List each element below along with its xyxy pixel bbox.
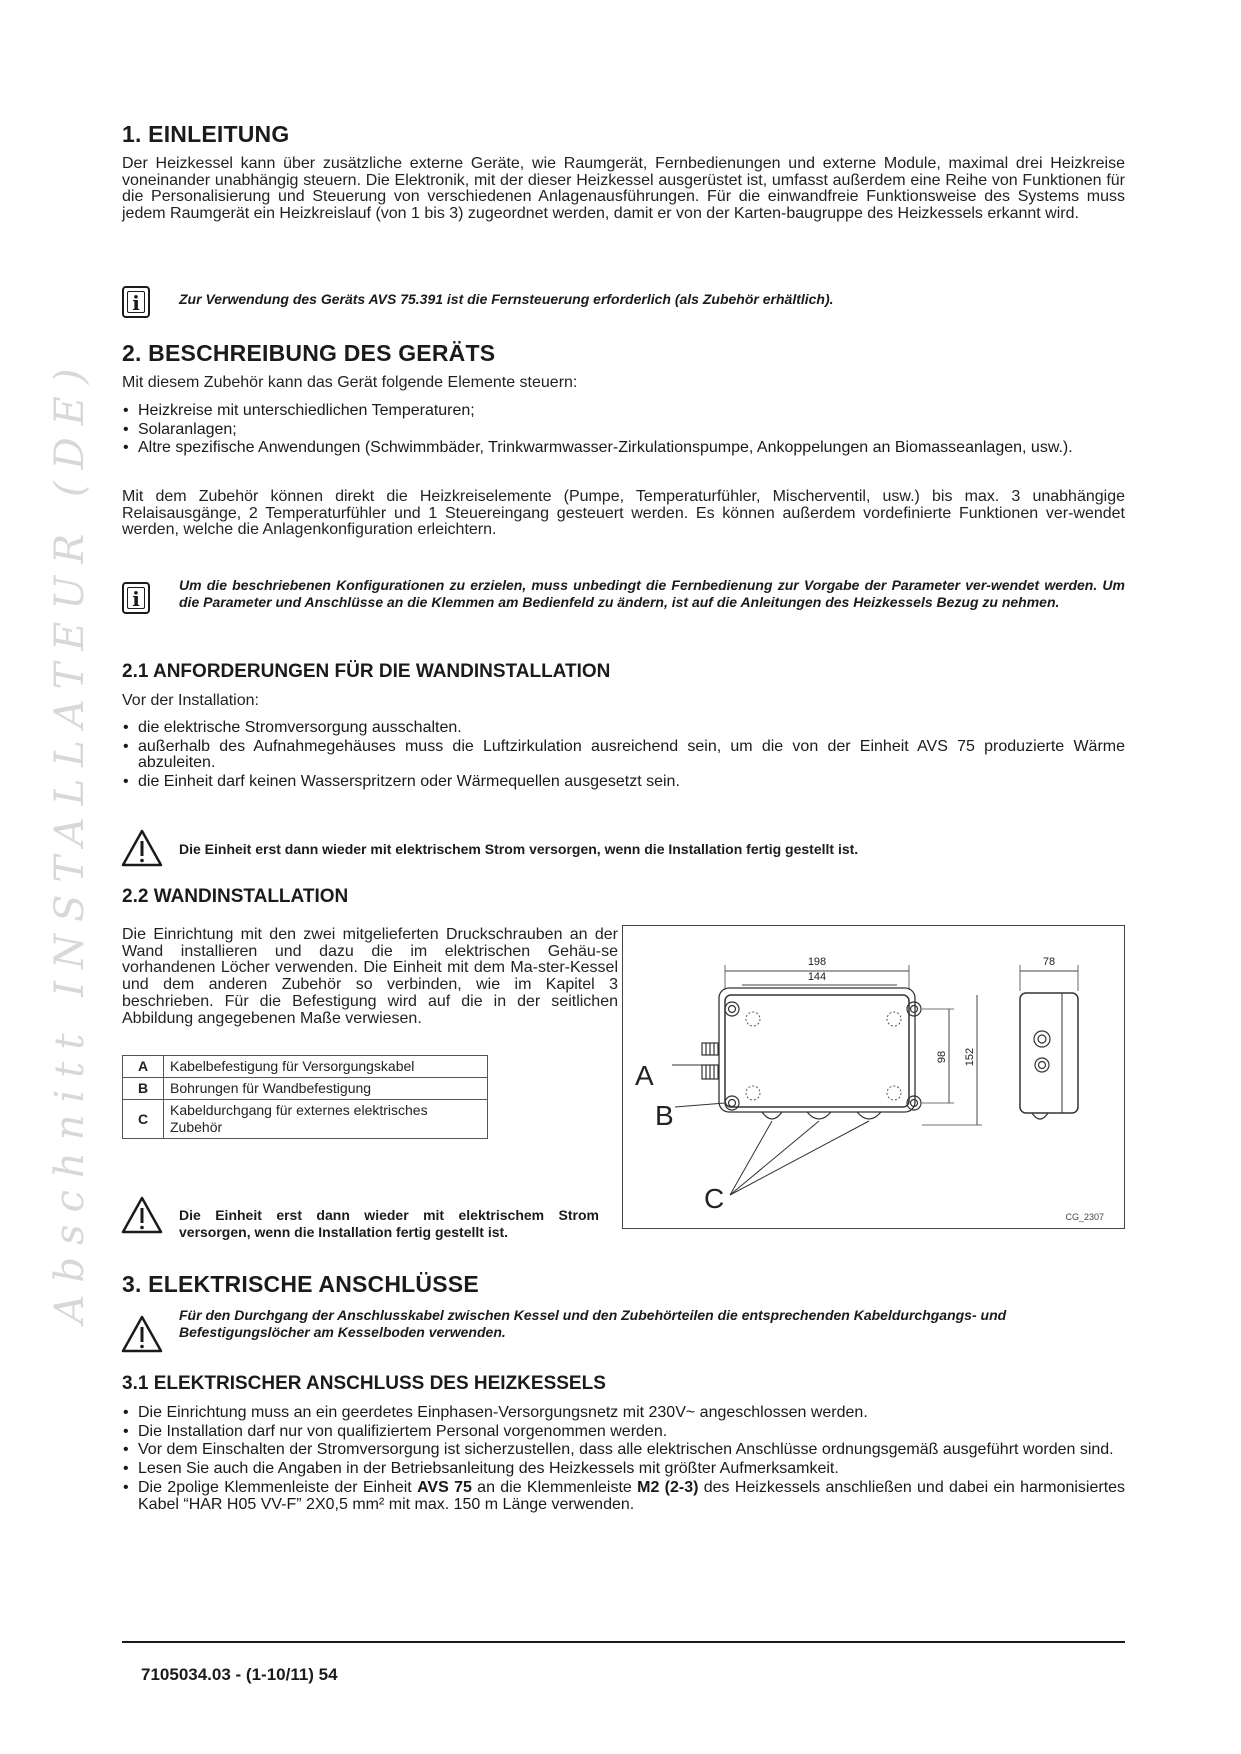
list-item: • Altre spezifische Anwendungen (Schwimmbäder, Trinkwarmwasser-Zirkulationspumpe, Ankoppelungen an Biomasseanlagen, usw.).	[122, 440, 1125, 457]
list-item	[122, 1480, 1125, 1513]
section-2-1-title: 2.1 ANFORDERUNGEN FÜR DIE WANDINSTALLATION	[122, 661, 611, 682]
section-2-note: Um die beschriebenen Konfigurationen zu erzielen, muss unbedingt die Fernbedienung zur Vorgabe der Parameter ver-wendet werden. Um die Parameter und Anschlüsse an die Klemmen am Bedienfeld zu ändern, ist auf die Anleitungen des Heizkessels Bezug zu nehmen.	[179, 577, 1125, 610]
legend-key: C	[123, 1100, 164, 1139]
section-1-note: Zur Verwendung des Geräts AVS 75.391 ist die Fernsteuerung erforderlich (als Zubehör erhältlich).	[179, 291, 834, 307]
callout-a: A	[635, 1060, 654, 1091]
b5-bold-1: AVS 75	[417, 1478, 472, 1496]
table-row	[123, 1100, 488, 1139]
section-2-list	[122, 403, 1125, 459]
legend-key: B	[123, 1078, 164, 1100]
footer-divider	[122, 1641, 1125, 1643]
dim-144-label: 144	[807, 971, 827, 983]
table-row	[123, 1056, 488, 1078]
section-1-body: Der Heizkessel kann über zusätzliche externe Geräte, wie Raumgerät, Fernbedienungen und externe Module, maximal drei Heizkreise voneinander unabhängig steuern. Die Elektronik, mit der dieser Heizkessel ausgerüstet ist, umfasst außerdem eine Reihe von Funktionen für die Personalisierung und Steuerung von verschiedenen Anlagenausführungen. Für die einwandfreie Funktionsweise des Systems muss jedem Raumgerät ein Heizkreislauf (von 1 bis 3) zugeordnet werden, damit er von der Karten-baugruppe des Heizkessels erkannt wird.	[122, 155, 1125, 223]
section-2-2-title: 2.2 WANDINSTALLATION	[122, 886, 349, 907]
b5-bold-2: M2 (2-3)	[637, 1478, 699, 1496]
section-2-title: 2. BESCHREIBUNG DES GERÄTS	[122, 340, 496, 366]
warning-icon	[120, 1195, 164, 1235]
section-3-1-title: 3.1 ELEKTRISCHER ANSCHLUSS DES HEIZKESSELS	[122, 1373, 606, 1394]
list-item: • Solaranlagen;	[122, 422, 1125, 439]
dim-152-label: 152	[964, 1047, 976, 1067]
section-2-2-warning: Die Einheit erst dann wieder mit elektrischem Strom versorgen, wenn die Installation fertig gestellt ist.	[179, 1207, 599, 1240]
dim-198-label: 198	[807, 956, 827, 968]
info-icon: i	[122, 286, 150, 318]
list-item: • Heizkreise mit unterschiedlichen Temperaturen;	[122, 403, 1125, 420]
b5-text-1: Die 2polige Klemmenleiste der Einheit	[138, 1478, 418, 1496]
table-row	[123, 1078, 488, 1100]
warning-icon	[120, 1314, 164, 1354]
warning-icon	[120, 828, 164, 868]
section-2-2-body: Die Einrichtung mit den zwei mitgelieferten Druckschrauben an der Wand installieren und dazu die im elektrischen Gehäu-se vorhandenen Löcher verwenden. Die Einheit mit dem Ma-ster-Kessel und dem anderen Zubehör so verbinden, wie im Kapitel 3 beschrieben. Für die Befestigung wird auf die in der seitlichen Abbildung angegebenen Maße verwiesen.	[122, 926, 618, 1027]
dim-78-label: 78	[1042, 956, 1056, 968]
list-item: • Vor dem Einschalten der Stromversorgung ist sicherzustellen, dass alle elektrischen Anschlüsse ordnungsgemäß ausgeführt worden sind.	[122, 1442, 1125, 1459]
list-item: • Lesen Sie auch die Angaben in der Betriebsanleitung des Heizkessels mit größter Aufmerksamkeit.	[122, 1461, 1125, 1478]
sidebar-text: Abschnitt INSTALLATEUR (DE)	[47, 356, 93, 1324]
info-icon: i	[122, 582, 150, 614]
list-item: • Die Einrichtung muss an ein geerdetes Einphasen-Versorgungsnetz mit 230V~ angeschlossen werden.	[122, 1405, 1125, 1422]
sidebar-section-label	[40, 355, 100, 1325]
section-3-warning: Für den Durchgang der Anschlusskabel zwischen Kessel und den Zubehörteilen die entsprechenden Kabeldurchgangs- und Befestigungslöcher am Kesselboden verwenden.	[179, 1307, 1007, 1340]
legend-key: A	[123, 1056, 164, 1078]
section-2-1-intro: Vor der Installation:	[122, 692, 259, 709]
callout-b: B	[655, 1100, 674, 1131]
dim-98-label: 98	[936, 1050, 948, 1064]
legend-text: Bohrungen für Wandbefestigung	[164, 1078, 488, 1100]
list-item: • Die Installation darf nur von qualifiziertem Personal vorgenommen werden.	[122, 1424, 1125, 1441]
section-2-1-list	[122, 720, 1125, 793]
section-1-title: 1. EINLEITUNG	[122, 121, 290, 147]
callout-c: C	[704, 1183, 725, 1214]
list-item: • außerhalb des Aufnahmegehäuses muss die Luftzirkulation ausreichend sein, um die von der Einheit AVS 75 produzierte Wärme abzuleiten.	[122, 739, 1125, 772]
legend-text: Kabelbefestigung für Versorgungskabel	[164, 1056, 488, 1078]
drawing-code: CG_2307	[1065, 1212, 1104, 1222]
installation-drawing	[622, 925, 1125, 1229]
b5-text-3: des Heizkessels anschließen und dabei ein harmonisiertes Kabel “HAR H05 VV-F” 2X0,5 mm² mit max. 150 m Länge verwenden.	[138, 1478, 1126, 1513]
b5-text-2: an die Klemmenleiste	[471, 1478, 638, 1496]
legend-table	[122, 1055, 488, 1139]
list-item: • die elektrische Stromversorgung ausschalten.	[122, 720, 1125, 737]
section-2-1-warning: Die Einheit erst dann wieder mit elektrischem Strom versorgen, wenn die Installation fertig gestellt ist.	[179, 841, 859, 857]
section-3-title: 3. ELEKTRISCHE ANSCHLÜSSE	[122, 1271, 479, 1297]
footer-code: 7105034.03 - (1-10/11) 54	[141, 1665, 338, 1684]
section-3-1-list	[122, 1405, 1125, 1515]
list-item: • die Einheit darf keinen Wasserspritzern oder Wärmequellen ausgesetzt sein.	[122, 774, 1125, 791]
section-2-intro: Mit diesem Zubehör kann das Gerät folgende Elemente steuern:	[122, 374, 578, 391]
section-2-body: Mit dem Zubehör können direkt die Heizkreiselemente (Pumpe, Temperaturfühler, Mischerventil, usw.) bis max. 3 unabhängige Relaisausgänge, 2 Temperaturfühler und 1 Steuereingang gesteuert werden. Es können außerdem vordefinierte Funktionen ver-wendet werden, welche die Anlagenkonfiguration erleichtern.	[122, 488, 1125, 539]
legend-text: Kabeldurchgang für externes elektrisches Zubehör	[164, 1100, 488, 1139]
